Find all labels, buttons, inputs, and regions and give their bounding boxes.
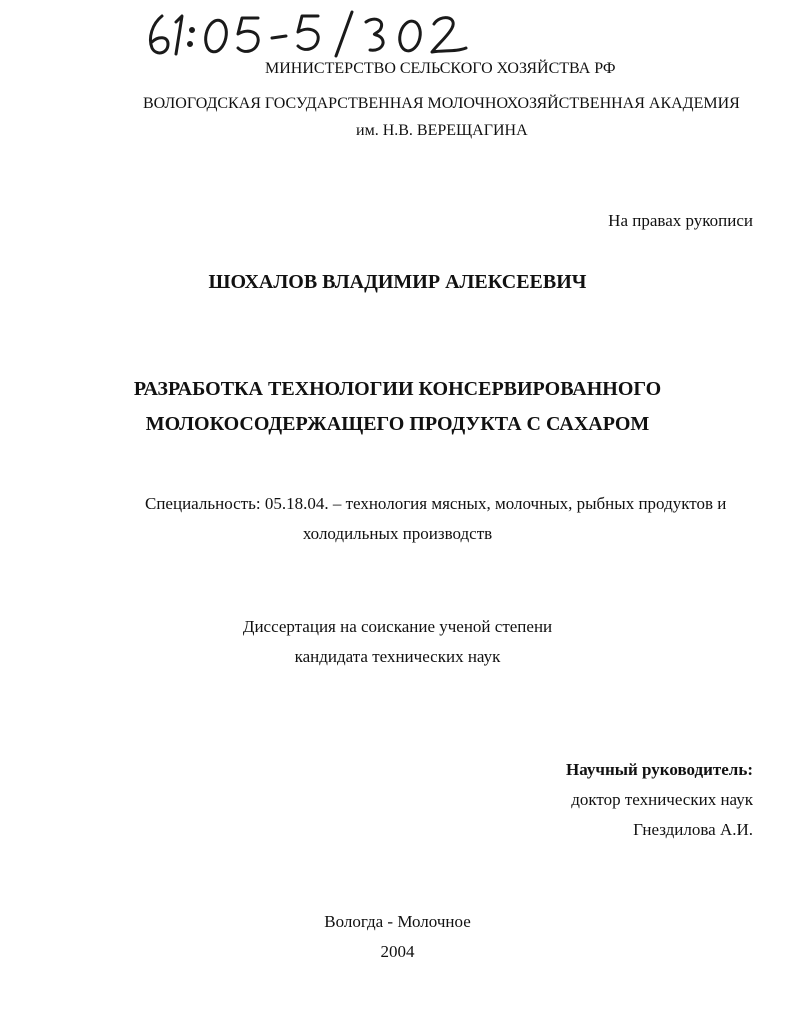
specialty-line-2: холодильных производств: [302, 524, 493, 543]
dissertation-degree-line-1: Диссертация на соискание ученой степени: [242, 617, 553, 636]
city: Вологда - Молочное: [324, 912, 471, 931]
handwritten-code-drawing: [140, 8, 480, 60]
dissertation-degree-line-2: кандидата технических наук: [294, 647, 501, 666]
supervisor-degree: доктор технических наук: [571, 790, 753, 809]
thesis-title-line-1: РАЗРАБОТКА ТЕХНОЛОГИИ КОНСЕРВИРОВАННОГО: [133, 378, 662, 400]
supervisor-label: Научный руководитель:: [566, 760, 753, 779]
ministry-name: МИНИСТЕРСТВО СЕЛЬСКОГО ХОЗЯЙСТВА РФ: [265, 60, 616, 77]
manuscript-rights-note: На правах рукописи: [608, 211, 753, 230]
academy-name: ВОЛОГОДСКАЯ ГОСУДАРСТВЕННАЯ МОЛОЧНОХОЗЯЙСТВЕННАЯ АКАДЕМИЯ: [143, 95, 740, 112]
supervisor-name: Гнездилова А.И.: [633, 820, 753, 839]
year: 2004: [380, 942, 415, 961]
handwritten-archive-code: [140, 8, 480, 60]
author-name: ШОХАЛОВ ВЛАДИМИР АЛЕКСЕЕВИЧ: [208, 271, 587, 293]
thesis-title-line-2: МОЛОКОСОДЕРЖАЩЕГО ПРОДУКТА С САХАРОМ: [145, 413, 650, 435]
specialty-line-1: Специальность: 05.18.04. – технология мясных, молочных, рыбных продуктов и: [145, 494, 727, 513]
academy-named-after: им. Н.В. ВЕРЕЩАГИНА: [356, 122, 528, 139]
